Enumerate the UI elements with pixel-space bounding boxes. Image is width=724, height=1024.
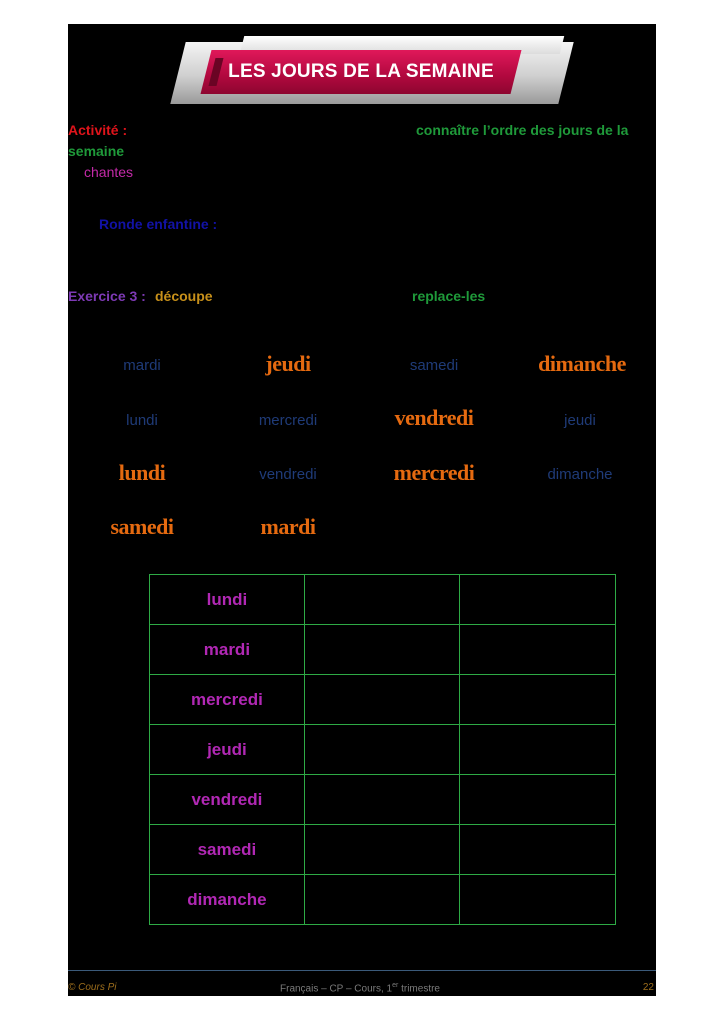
table-row bbox=[150, 875, 616, 925]
exercise-label: Exercice 3 : bbox=[68, 288, 146, 304]
word-card[interactable]: jeudi bbox=[265, 351, 311, 376]
footer-course bbox=[280, 982, 440, 994]
worksheet-page bbox=[68, 24, 656, 996]
word-card[interactable]: samedi bbox=[409, 357, 459, 374]
footer-course-text: Français – CP – Cours, 1 bbox=[280, 983, 393, 995]
chantes-word: chantes bbox=[84, 164, 134, 180]
drop-cell[interactable] bbox=[304, 875, 460, 925]
day-label: mercredi bbox=[150, 675, 305, 725]
drop-cell[interactable] bbox=[460, 575, 616, 625]
footer-course-term: trimestre bbox=[398, 983, 440, 995]
word-card[interactable]: mercredi bbox=[258, 412, 318, 429]
activity-goal-continued: semaine bbox=[68, 143, 125, 159]
table-row bbox=[150, 825, 616, 875]
word-card[interactable]: vendredi bbox=[259, 466, 317, 483]
word-card[interactable]: dimanche bbox=[547, 466, 613, 483]
drop-cell[interactable] bbox=[304, 825, 460, 875]
day-label: mardi bbox=[150, 625, 305, 675]
word-card[interactable]: jeudi bbox=[564, 412, 596, 429]
word-card[interactable]: mercredi bbox=[393, 460, 475, 485]
activity-goal: connaître l’ordre des jours de la bbox=[416, 122, 629, 138]
day-label: dimanche bbox=[150, 875, 305, 925]
drop-cell[interactable] bbox=[304, 725, 460, 775]
word-card[interactable]: mardi bbox=[123, 357, 161, 374]
drop-cell[interactable] bbox=[460, 825, 616, 875]
word-card[interactable]: lundi bbox=[118, 460, 166, 485]
day-label: jeudi bbox=[150, 725, 305, 775]
footer-copyright: © Cours Pi bbox=[68, 982, 117, 993]
page-number: 22 bbox=[642, 982, 654, 993]
drop-cell[interactable] bbox=[304, 625, 460, 675]
table-row bbox=[150, 575, 616, 625]
table-row bbox=[150, 675, 616, 725]
table-row bbox=[150, 775, 616, 825]
page-title: LES JOURS DE LA SEMAINE bbox=[228, 61, 494, 82]
drop-cell[interactable] bbox=[460, 675, 616, 725]
days-table bbox=[149, 574, 616, 925]
exercise-replace: replace-les bbox=[412, 288, 486, 304]
day-label: lundi bbox=[150, 575, 305, 625]
table-row bbox=[150, 625, 616, 675]
word-card[interactable]: vendredi bbox=[394, 405, 474, 430]
drop-cell[interactable] bbox=[460, 775, 616, 825]
word-card[interactable]: samedi bbox=[110, 514, 174, 539]
drop-cell[interactable] bbox=[304, 775, 460, 825]
title-banner bbox=[172, 28, 568, 106]
drop-cell[interactable] bbox=[304, 675, 460, 725]
exercise-decoupe: découpe bbox=[155, 288, 213, 304]
drop-cell[interactable] bbox=[460, 625, 616, 675]
word-card[interactable]: mardi bbox=[260, 514, 316, 539]
drop-cell[interactable] bbox=[304, 575, 460, 625]
word-card[interactable]: dimanche bbox=[538, 351, 626, 376]
footer-course-sup: er bbox=[392, 982, 399, 989]
footer-divider bbox=[68, 970, 656, 971]
drop-cell[interactable] bbox=[460, 875, 616, 925]
ronde-label: Ronde enfantine : bbox=[99, 216, 218, 232]
word-card[interactable]: lundi bbox=[126, 412, 158, 429]
drop-cell[interactable] bbox=[460, 725, 616, 775]
day-label: samedi bbox=[150, 825, 305, 875]
activity-label: Activité : bbox=[68, 122, 128, 138]
table-row bbox=[150, 725, 616, 775]
day-label: vendredi bbox=[150, 775, 305, 825]
